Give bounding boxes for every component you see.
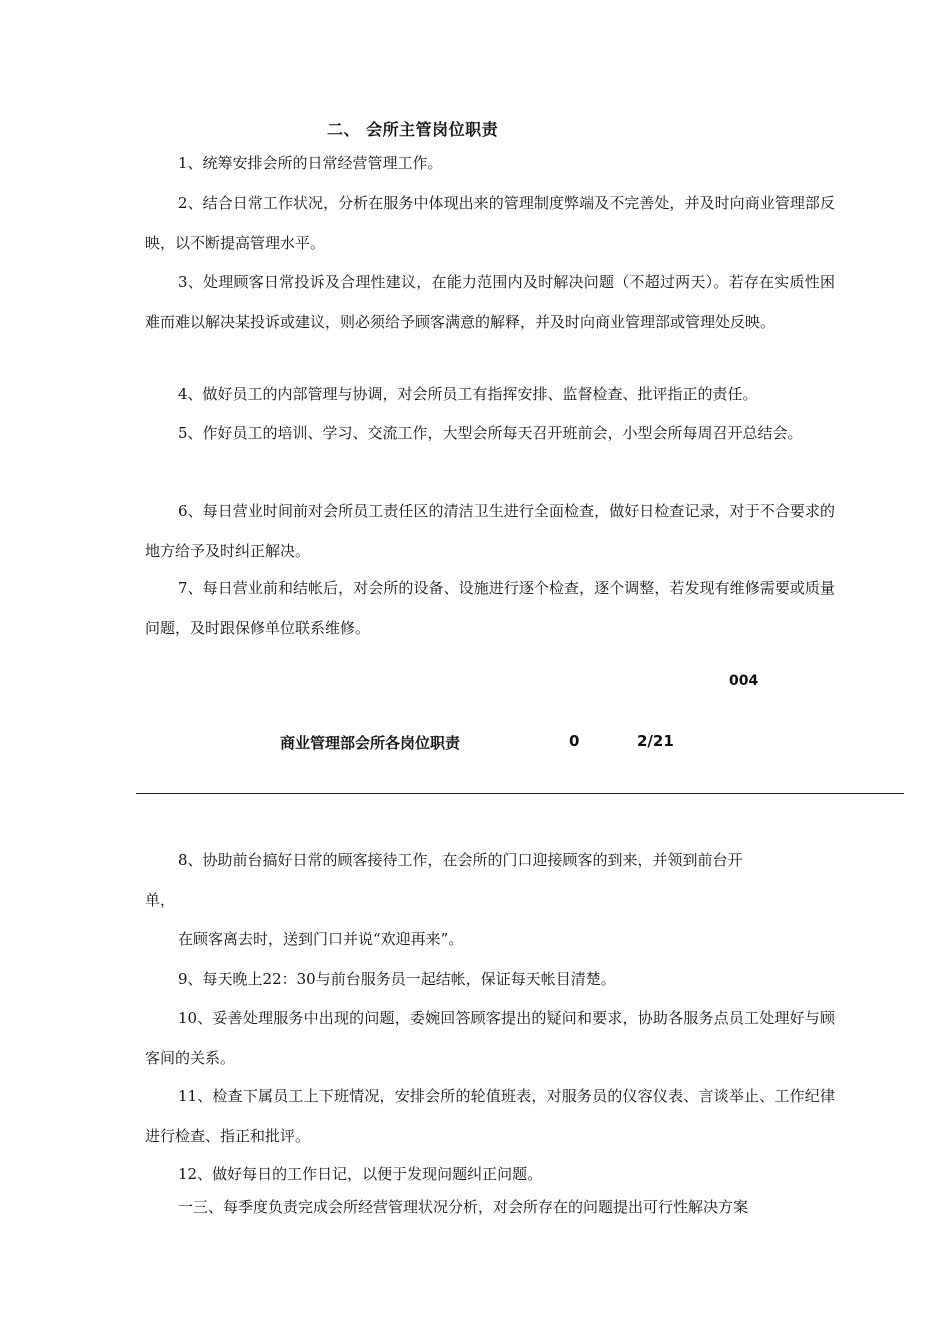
- duty-item-9: 9、每天晚上22：30与前台服务员一起结帐，保证每天帐目清楚。: [178, 970, 616, 988]
- page-divider: [136, 793, 904, 794]
- duty-item-2: 2、结合日常工作状况，分析在服务中体现出来的管理制度弊端及不完善处，并及时向商业管理部反映，以不断提高管理水平。: [145, 194, 835, 252]
- footer-zero: 0: [569, 732, 580, 750]
- footer-doc-title: 商业管理部会所各岗位职责: [280, 734, 461, 752]
- duty-item-11: 11、检查下属员工上下班情况，安排会所的轮值班表，对服务员的仪容仪表、言谈举止、工作纪律进行检查、指正和批评。: [145, 1087, 835, 1145]
- duty-item-8-line1: 8、协助前台搞好日常的顾客接待工作，在会所的门口迎接顾客的到来，并领到前台开: [178, 851, 743, 869]
- duty-item-8-line3: 在顾客离去时，送到门口并说“欢迎再来”。: [178, 930, 464, 948]
- duty-item-6: 6、每日营业时间前对会所员工责任区的清洁卫生进行全面检查，做好日检查记录，对于不合要求的地方给予及时纠正解决。: [145, 502, 835, 560]
- duty-item-5: 5、作好员工的培训、学习、交流工作，大型会所每天召开班前会，小型会所每周召开总结会。: [178, 424, 803, 442]
- duty-item-13: 一三、每季度负责完成会所经营管理状况分析，对会所存在的问题提出可行性解决方案: [178, 1198, 749, 1216]
- duty-item-3: 3、处理顾客日常投诉及合理性建议，在能力范围内及时解决问题（不超过两天）。若存在实质性困难而难以解决某投诉或建议，则必须给予顾客满意的解释，并及时向商业管理部或管理处反映。: [145, 273, 835, 331]
- duty-item-8-line2: 单，: [145, 891, 176, 909]
- duty-item-4: 4、做好员工的内部管理与协调，对会所员工有指挥安排、监督检查、批评指正的责任。: [178, 385, 758, 403]
- duty-item-10: 10、妥善处理服务中出现的问题，委婉回答顾客提出的疑问和要求，协助各服务点员工处理好与顾客间的关系。: [145, 1009, 835, 1067]
- duty-item-1: 1、统筹安排会所的日常经营管理工作。: [178, 154, 443, 172]
- footer-page-number: 2/21: [637, 732, 674, 750]
- duty-item-12: 12、做好每日的工作日记，以便于发现问题纠正问题。: [178, 1165, 543, 1183]
- duty-item-7: 7、每日营业前和结帐后，对会所的设备、设施进行逐个检查，逐个调整，若发现有维修需要或质量问题，及时跟保修单位联系维修。: [145, 579, 835, 637]
- page-code: 004: [729, 673, 759, 689]
- section-title: 二、 会所主管岗位职责: [327, 120, 499, 139]
